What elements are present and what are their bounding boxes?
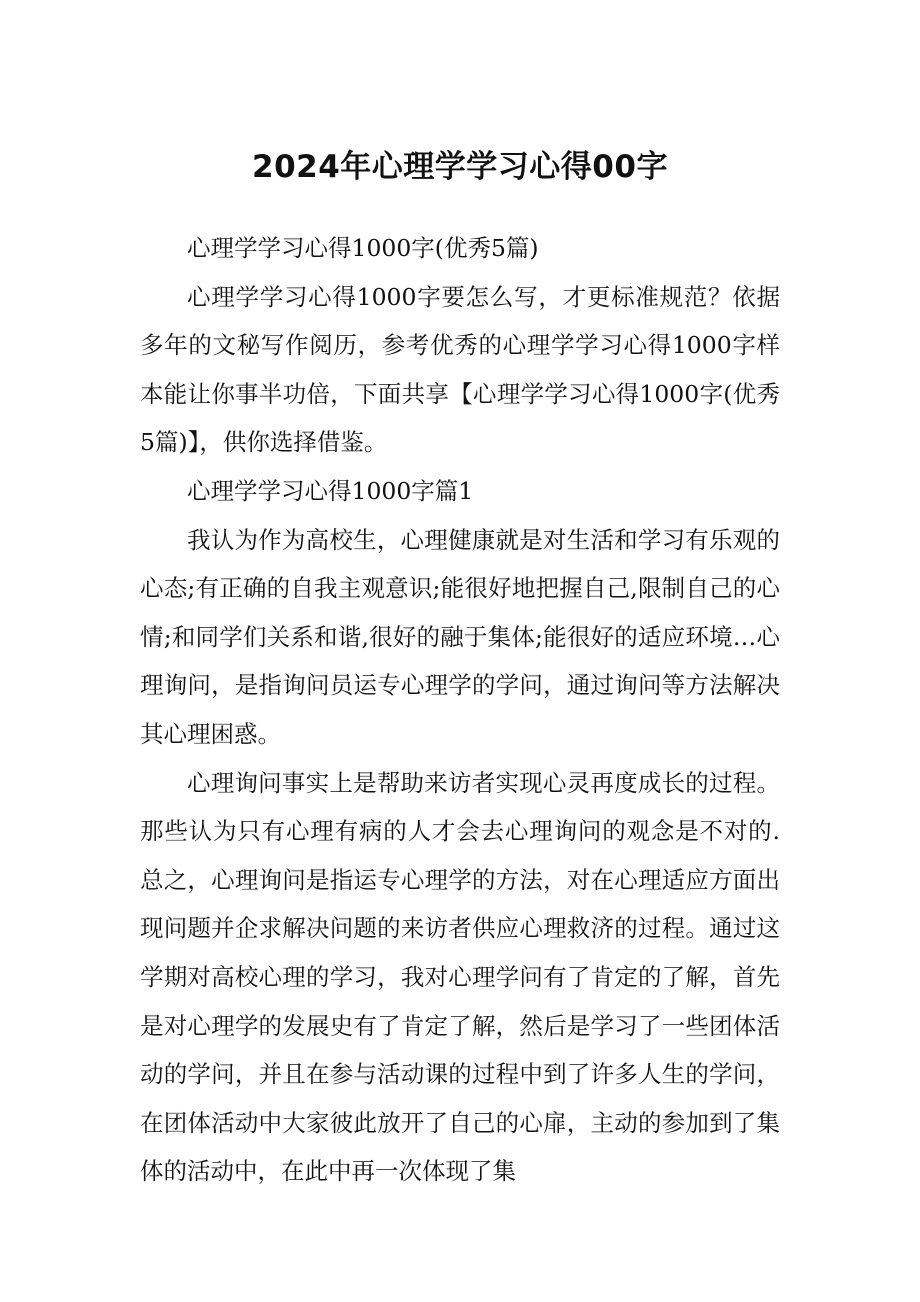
document-title: 2024年心理学学习心得00字	[252, 149, 668, 185]
paragraph-subtitle: 心理学学习心得1000字(优秀5篇)	[187, 234, 539, 262]
paragraph-intro: 心理学学习心得1000字要怎么写，才更标准规范？依据多年的文秘写作阅历，参考优秀的心理学学习心得1000字样本能让你事半功倍，下面共享【心理学学习心得1000字(优秀5篇)】，供你选择借鉴。	[140, 282, 780, 457]
paragraph-body-2: 心理询问事实上是帮助来访者实现心灵再度成长的过程。那些认为只有心理有病的人才会去心理询问的观念是不对的. 总之，心理询问是指运专心理学的方法，对在心理适应方面出现问题并企求解决问题的来访者供应心理救济的过程。通过这学期对高校心理的学习，我对心理学问有了肯定的了解，首先是对心理学的发展史有了肯定了解，然后是学习了一些团体活动的学问，并且在参与活动课的过程中到了许多人生的学问，在团体活动中大家彼此放开了自己的心扉，主动的参加到了集体的活动中，在此中再一次体现了集	[140, 768, 780, 1186]
paragraph-body-1: 我认为作为高校生，心理健康就是对生活和学习有乐观的心态;有正确的自我主观意识;能很好地把握自己,限制自己的心情;和同学们关系和谐,很好的融于集体;能很好的适应环境…心理询问，是指询问员运专心理学的学问，通过询问等方法解决其心理困惑。	[140, 525, 780, 748]
document-body	[140, 224, 780, 1196]
paragraph-section-heading: 心理学学习心得1000字篇1	[187, 476, 474, 505]
